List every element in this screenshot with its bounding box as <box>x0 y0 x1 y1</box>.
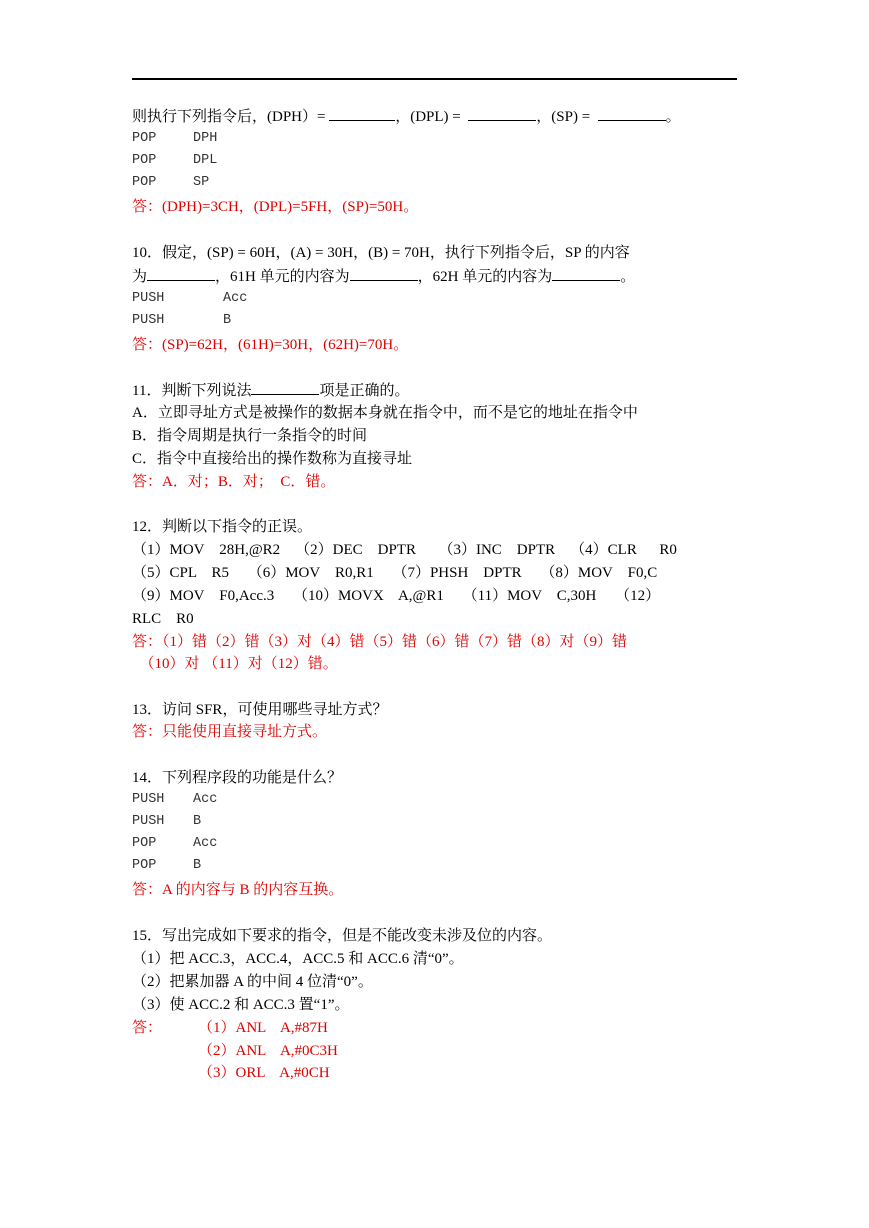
code-arg: Acc <box>193 792 218 807</box>
q15-answer-label: 答： <box>132 1020 163 1036</box>
q10-stem-line1: 10．假定，(SP) = 60H，(A) = 30H，(B) = 70H，执行下列指令后，SP 的内容 <box>132 245 630 261</box>
q10-answer: 答：(SP)=62H，(61H)=30H，(62H)=70H。 <box>132 337 409 353</box>
q15-item: （2）把累加器 A 的中间 4 位清“0”。 <box>132 974 373 990</box>
q12-line: （9）MOV F0,Acc.3 （10）MOVX A,@R1 （11）MOV C,30H （12） <box>132 588 661 604</box>
q15-answer: （1）ANL A,#87H <box>198 1020 328 1036</box>
q11-part-b: 项是正确的。 <box>319 383 410 399</box>
q9-stem-part-b: ，(DPL) = <box>395 109 461 125</box>
q10-code-line <box>132 311 231 331</box>
q10-code-line <box>132 289 247 309</box>
code-arg: SP <box>193 175 210 190</box>
q15-stem: 15．写出完成如下要求的指令，但是不能改变未涉及位的内容。 <box>132 928 553 944</box>
code-op: PUSH <box>132 313 165 328</box>
q14-stem: 14．下列程序段的功能是什么？ <box>132 770 343 786</box>
q12-line: （1）MOV 28H,@R2 （2）DEC DPTR （3）INC DPTR （4）CLR R0 <box>132 542 677 558</box>
q9-blank-dph <box>329 106 395 121</box>
q9-stem-part-a: 则执行下列指令后，(DPH）= <box>132 109 326 125</box>
q9-blank-sp <box>598 106 666 121</box>
q9-answer: 答：(DPH)=3CH，(DPL)=5FH，(SP)=50H。 <box>132 199 419 215</box>
q11-blank <box>251 380 319 395</box>
code-op: PUSH <box>132 814 165 829</box>
code-op: PUSH <box>132 792 165 807</box>
q10-part-c: ，62H 单元的内容为 <box>417 269 553 285</box>
q12-answer-line2: （10）对 （11）对（12）错。 <box>132 656 338 672</box>
q14-answer: 答：A 的内容与 B 的内容互换。 <box>132 882 344 898</box>
q10-part-d: 。 <box>620 269 636 285</box>
q9-stem-part-c: ，(SP) = <box>536 109 591 125</box>
code-op: POP <box>132 858 157 873</box>
q9-code-line <box>132 173 209 193</box>
q14-code-line <box>132 856 201 876</box>
q15-item: （3）使 ACC.2 和 ACC.3 置“1”。 <box>132 997 350 1013</box>
q9-code-line <box>132 129 217 149</box>
q14-code-line <box>132 812 201 832</box>
q11-part-a: 11．判断下列说法 <box>132 383 252 399</box>
q15-answer: （3）ORL A,#0CH <box>198 1065 330 1081</box>
code-op: POP <box>132 153 157 168</box>
q15-answer: （2）ANL A,#0C3H <box>198 1043 338 1059</box>
q9-code-line <box>132 151 217 171</box>
q10-blank-62h <box>552 266 620 281</box>
q9-stem <box>132 106 681 127</box>
q12-line: RLC R0 <box>132 611 194 627</box>
q9-blank-dpl <box>468 106 536 121</box>
code-op: POP <box>132 175 157 190</box>
q12-answer-line1: 答：（1）错（2）错（3）对（4）错（5）错（6）错（7）错（8）对（9）错 <box>132 634 628 650</box>
header-rule <box>132 78 737 80</box>
q14-code-line <box>132 790 217 810</box>
q11-option-b: B．指令周期是执行一条指令的时间 <box>132 428 368 444</box>
q10-blank-sp <box>147 266 215 281</box>
q12-stem: 12．判断以下指令的正误。 <box>132 519 313 535</box>
code-op: PUSH <box>132 291 165 306</box>
code-op: POP <box>132 836 157 851</box>
q13-answer: 答：只能使用直接寻址方式。 <box>132 724 328 740</box>
q11-stem <box>132 380 409 401</box>
code-arg: B <box>193 814 202 829</box>
q14-code-line <box>132 834 217 854</box>
q9-stem-part-d: 。 <box>665 109 681 125</box>
code-arg: DPH <box>193 131 218 146</box>
code-arg: B <box>223 313 232 328</box>
code-arg: B <box>193 858 202 873</box>
code-arg: DPL <box>193 153 218 168</box>
code-op: POP <box>132 131 157 146</box>
q10-blank-61h <box>350 266 418 281</box>
q13-stem: 13．访问 SFR，可使用哪些寻址方式？ <box>132 702 388 718</box>
code-arg: Acc <box>193 836 218 851</box>
q12-line: （5）CPL R5 （6）MOV R0,R1 （7）PHSH DPTR （8）MOV F0,C <box>132 565 658 581</box>
q11-answer: 答：A．对；B．对； C．错。 <box>132 474 336 490</box>
q11-option-c: C．指令中直接给出的操作数称为直接寻址 <box>132 451 413 467</box>
q10-part-a: 为 <box>132 269 148 285</box>
code-arg: Acc <box>223 291 248 306</box>
q10-stem-line2 <box>132 266 635 287</box>
q11-option-a: A．立即寻址方式是被操作的数据本身就在指令中，而不是它的地址在指令中 <box>132 405 638 421</box>
q15-item: （1）把 ACC.3，ACC.4，ACC.5 和 ACC.6 清“0”。 <box>132 951 464 967</box>
q10-part-b: ，61H 单元的内容为 <box>215 269 350 285</box>
